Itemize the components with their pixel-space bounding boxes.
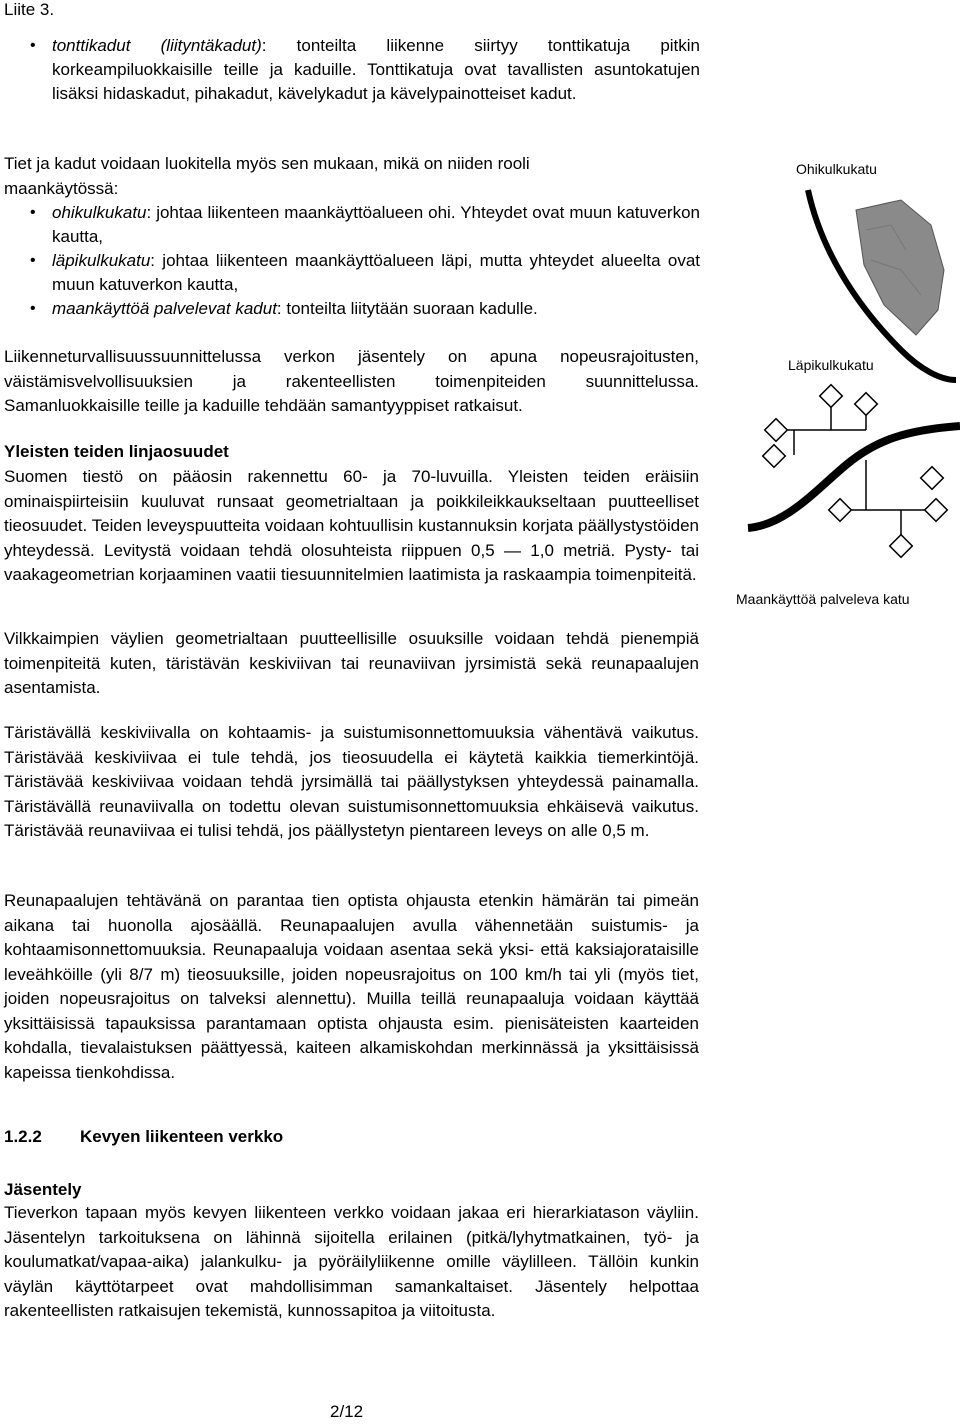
list-item-text: : tonteilta liitytään suoraan kadulle. bbox=[276, 299, 538, 318]
list-item-term: ohikulkukatu bbox=[52, 203, 147, 222]
paragraph-structuring: Tieverkon tapaan myös kevyen liikenteen verkko voidaan jakaa eri hierarkiatason väyliin. Jäsentelyn tarkoituksena on lähinnä sijoitella erilainen (pitkä/lyhytmatkainen, työ- ja koulumatkat/vapaa-aika) jalankulku- ja pyöräilyliikenne omille väylilleen. Tällöin kunkin väylän käyttötarpeet ovat mahdollisimman samankaltaiset. Jäsentely helpottaa rakenteellisten ratkaisujen tekemistä, kunnossapitoa ja viitoitusta. bbox=[4, 1203, 699, 1320]
plot-box bbox=[890, 535, 913, 558]
plot-box bbox=[855, 393, 878, 416]
roles-bullet-list bbox=[28, 201, 700, 321]
roles-intro: Tiet ja kadut voidaan luokitella myös sen mukaan, mikä on niiden rooli maankäytössä: bbox=[4, 154, 530, 198]
figure-label-land-use: Maankäyttöä palveleva katu bbox=[736, 591, 910, 607]
list-item-term: tonttikadut (liityntäkadut) bbox=[52, 36, 262, 55]
plot-box bbox=[820, 385, 843, 408]
list-item-term: maankäyttöä palvelevat kadut bbox=[52, 299, 277, 318]
paragraph-safety: Liikenneturvallisuussuunnittelussa verkon jäsentely on apuna nopeusrajoitusten, väistämisvelvollisuuksien ja rakenteellisten toimenpiteiden suunnittelussa. Samanluokkaisille teille ja kaduille tehdään samantyyppiset ratkaisut. bbox=[4, 347, 699, 415]
section-title: Kevyen liikenteen verkko bbox=[80, 1127, 284, 1146]
list-item bbox=[28, 297, 700, 321]
plot-box bbox=[829, 499, 852, 522]
list-item bbox=[28, 201, 700, 249]
heading-structuring: Jäsentely bbox=[4, 1180, 82, 1199]
access-branch bbox=[841, 460, 931, 540]
list-item-text: : johtaa liikenteen maankäyttöalueen läpi, mutta yhteydet alueelta ovat muun katuverkon kautta, bbox=[52, 251, 700, 294]
paragraph-edge-posts: Reunapaalujen tehtävänä on parantaa tien optista ohjausta etenkin hämärän tai pimeän aikana tai huonolla ajosäällä. Reunapaalujen avulla vähennetään suistumis- ja kohtaamisonnettomuuksia. Reunapaaluja voidaan asentaa sekä yksi- että kaksiajorataisille leveähköille (yli 8/7 m) tieosuuksille, joiden nopeusrajoitus on 100 km/h tai yli (myös tiet, joiden nopeusrajoitus on talveksi alennettu). Muilla teillä reunapaaluja voidaan käyttää yksittäisissä tapauksissa parantamaan optista ohjausta esim. pienisäteisten kaarteiden kohdalla, tievalaistuksen päättyessä, kaiteen alkamiskohdan merkinnässä ja yksittäisissä kapeissa tienkohdissa. bbox=[4, 891, 699, 1082]
paragraph-busy-roads: Vilkkaimpien väylien geometrialtaan puutteellisille osuuksille voidaan tehdä pienempiä toimenpiteitä kuten, täristävän keskiviivan tai reunaviivan jyrsimistä sekä reunapaalujen asentamista. bbox=[4, 629, 699, 697]
paragraph-rumble-strips: Täristävällä keskiviivalla on kohtaamis- ja suistumisonnettomuuksia vähentävä vaikutus. Täristävää keskiviivaa ei tule tehdä, jos tieosuudella ei käytetä kaikkia tiemerkintöjä. Täristävää keskiviivaa voidaan tehdä jyrsimällä tai päällystyksen yhteydessä painamalla. Täristävällä reunaviivalla on todettu olevan suistumisonnettomuuksia ehkäisevä vaikutus. Täristävää reunaviivaa ei tulisi tehdä, jos päällystetyn pientareen leveys on alle 0,5 m. bbox=[4, 723, 699, 840]
list-item-text: : tonteilta liikenne siirtyy tonttikatuja pitkin korkeampiluokkaisille teille ja kaduille. Tonttikatuja ovat tavallisten asuntokatujen lisäksi hidaskadut, pihakadut, kävelykadut ja kävelypainotteiset kadut. bbox=[52, 36, 701, 103]
list-item bbox=[28, 34, 700, 106]
access-branch bbox=[776, 400, 866, 455]
top-bullet-list bbox=[28, 34, 700, 106]
list-item-term: läpikulkukatu bbox=[52, 251, 151, 270]
list-item bbox=[28, 249, 700, 297]
street-types-illustration bbox=[716, 130, 960, 630]
street-types-figure bbox=[716, 130, 960, 630]
section-number: 1.2.2 bbox=[4, 1127, 42, 1146]
appendix-label: Liite 3. bbox=[4, 0, 55, 19]
heading-line-sections: Yleisten teiden linjaosuudet bbox=[4, 442, 229, 461]
page-number: 2/12 bbox=[330, 1402, 364, 1421]
plot-box bbox=[765, 419, 788, 442]
paragraph-line-sections: Suomen tiestö on pääosin rakennettu 60- ja 70-luvuilla. Yleisten teiden eräisiin ominaispiirteisiin kuuluvat runsaat geometrialtaan ja poikkileikkaukseltaan puutteelliset tieosuudet. Teiden leveyspuutteita voidaan kohtuullisin kustannuksin korjata päällystystöiden yhteydessä. Levitystä voidaan tehdä olosuhteista riippuen 0,5 — 1,0 metriä. Pysty- tai vaakageometrian korjaaminen vaatii tiesuunnitelmien laatimista ja raskaampia toimenpiteitä. bbox=[4, 467, 699, 584]
figure-label-bypass: Ohikulkukatu bbox=[796, 161, 877, 177]
plot-box bbox=[921, 467, 944, 490]
plot-box bbox=[925, 499, 948, 522]
list-item-text: : johtaa liikenteen maankäyttöalueen ohi. Yhteydet ovat muun katuverkon kautta, bbox=[52, 203, 700, 246]
figure-label-through: Läpikulkukatu bbox=[788, 357, 874, 373]
plot-box bbox=[763, 445, 786, 468]
